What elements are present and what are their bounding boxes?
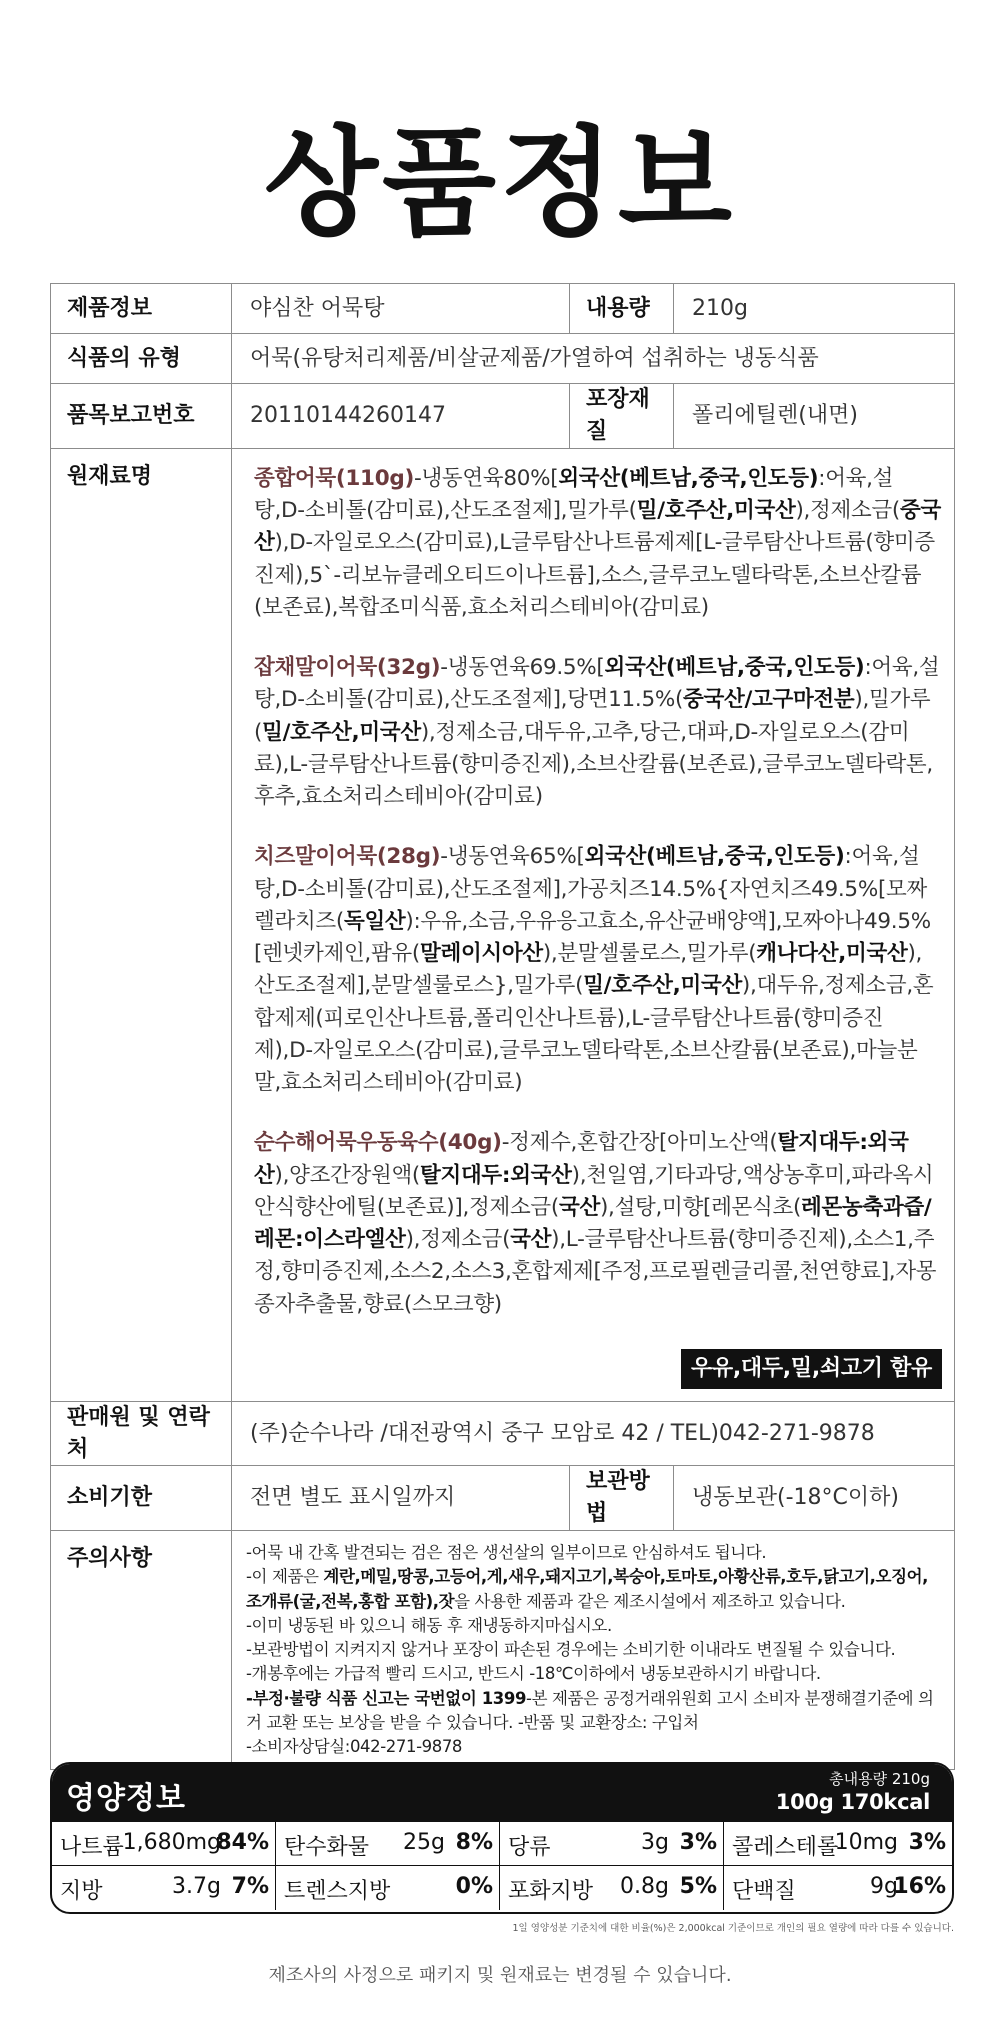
product-name-row — [51, 284, 955, 334]
storage-value: 냉동보관(-18°C이하) — [674, 1466, 955, 1531]
ingredient-origin: 밀/호주산,미국산 — [636, 498, 796, 524]
ingredient-origin: 중국산 — [254, 498, 941, 556]
ingredient-text: ),대두유,정제소금,혼합제제(피로인산나트륨,폴리인산나트륨),L-글루탐산나트륨(향미증진제),D-자일로오스(감미료),글루코노델타락톤,소브산칼륨(보존료),마늘분말,효소처리스테비아(감미료) — [254, 973, 934, 1096]
nutrient-value: 25g — [403, 1830, 445, 1855]
ingredients-cell — [232, 448, 955, 1401]
ingredient-text: -냉동연육80%[ — [414, 465, 559, 491]
nutrient-percent: 5% — [679, 1874, 717, 1899]
nutrient-value: 3g — [641, 1830, 669, 1855]
nutrient-percent: 8% — [455, 1830, 493, 1855]
nutrition-per-serving: 100g 170kcal — [775, 1790, 930, 1814]
nutrition-grid — [52, 1822, 952, 1910]
nutrient-value: 9g — [870, 1874, 898, 1899]
nutrient-name: 당류 — [508, 1835, 551, 1860]
storage-label: 보관방법 — [570, 1466, 674, 1531]
caution-row — [51, 1531, 955, 1770]
ingredient-origin: 캐나다산,미국산 — [756, 941, 908, 967]
ingredient-text: ):우유,소금,우유응고효소,유산균배양액],모짜아나49.5%[렌넷카제인,팜유( — [254, 908, 931, 967]
ingredient-origin: 외국산(베트남,중국,인도등) — [584, 844, 845, 870]
packaging-value: 폴리에틸렌(내면) — [674, 384, 955, 449]
ingredient-text: -냉동연육65%[ — [440, 844, 585, 870]
ingredient-origin: 외국산(베트남,중국,인도등) — [558, 465, 819, 491]
nutrient-percent: 0% — [455, 1874, 493, 1899]
ingredient-text: ),양조간장원액( — [274, 1162, 421, 1188]
caution-text: -본 제품은 공정거래위원회 고시 소비자 분쟁해결기준에 의거 교환 또는 보상을 받을 수 있습니다. -반품 및 교환장소: 구입처 — [246, 1688, 934, 1732]
nutrient-percent: 7% — [231, 1874, 269, 1899]
nutrient-name: 나트륨 — [60, 1835, 124, 1860]
nutrient-trans-fat — [276, 1866, 500, 1910]
ingredient-block-cheese-fishcake — [254, 841, 942, 1099]
ingredient-text: ),설탕,미향[레몬식초( — [599, 1194, 802, 1220]
ingredient-origin: 밀/호주산,미국산 — [583, 973, 742, 999]
food-type-row — [51, 334, 955, 384]
ingredient-text: :어육,설탕,D-소비톨(감미료),산도조절제],밀가루( — [254, 465, 894, 524]
ingredient-text: -냉동연육69.5%[ — [440, 655, 605, 681]
ingredient-head: 순수해어묵우동육수(40g) — [254, 1130, 502, 1156]
nutrient-fat — [52, 1866, 276, 1910]
caution-report-hotline: -부정·불량 식품 신고는 국번없이 1399 — [246, 1688, 527, 1708]
report-number-label: 품목보고번호 — [51, 384, 232, 449]
caution-cell — [232, 1531, 955, 1770]
allergen-badge: 우유,대두,밀,쇠고기 함유 — [681, 1349, 942, 1389]
ingredient-text: :어육,설탕,D-소비톨(감미료),산도조절제],가공치즈14.5%{자연치즈49.5%[모짜렐라치즈( — [254, 844, 927, 934]
nutrition-panel — [50, 1762, 954, 1914]
ingredient-block-japchae-fishcake — [254, 652, 942, 813]
food-type-label: 식품의 유형 — [51, 334, 232, 384]
ingredient-text: ),정제소금,대두유,고추,당근,대파,D-자일로오스(감미료),L-글루탐산나트륨(향미증진제),소브산칼륨(보존료),글루코노델타락톤,후추,효소처리스테비아(감미료) — [254, 719, 933, 810]
product-info-table — [50, 283, 955, 1770]
nutrient-name: 트렌스지방 — [284, 1879, 391, 1904]
ingredient-origin: 탈지대두:외국산 — [254, 1130, 909, 1188]
caution-line: -소비자상담실:042-271-9878 — [246, 1737, 463, 1757]
ingredient-text: ),밀가루( — [254, 687, 931, 745]
seller-label: 판매원 및 연락처 — [51, 1401, 232, 1466]
ingredient-head: 치즈말이어묵(28g) — [254, 844, 441, 870]
ingredient-text: ),D-자일로오스(감미료),L글루탐산나트륨제제[L-글루탐산나트륨(향미증진제),5`-리보뉴클레오티드이나트륨],소스,글루코노델타락톤,소브산칼륨(보존료),복합조미식품,효소처리스테비아(감미료) — [254, 530, 935, 620]
nutrient-name: 탄수화물 — [284, 1835, 370, 1860]
ingredient-origin: 레몬농축과즙/레몬:이스라엘산 — [254, 1194, 932, 1253]
caution-line: -보관방법이 지켜지지 않거나 포장이 파손된 경우에는 소비기한 이내라도 변질될 수 있습니다. — [246, 1640, 896, 1660]
expiry-label: 소비기한 — [51, 1466, 232, 1531]
caution-text: 을 사용한 제품과 같은 제조시설에서 제조하고 있습니다. — [454, 1591, 846, 1611]
nutrient-value: 3.7g — [172, 1874, 221, 1899]
ingredient-origin: 독일산 — [343, 908, 406, 934]
ingredient-origin: 외국산(베트남,중국,인도등) — [604, 655, 865, 681]
caution-label: 주의사항 — [51, 1531, 232, 1770]
nutrient-sodium — [52, 1822, 276, 1866]
nutrient-percent: 3% — [908, 1830, 946, 1855]
nutrient-cholesterol — [724, 1822, 952, 1866]
nutrient-percent: 84% — [216, 1830, 269, 1855]
ingredient-origin: 국산 — [510, 1227, 552, 1253]
ingredient-head: 종합어묵(110g) — [254, 465, 414, 491]
food-type-value: 어묵(유탕처리제품/비살균제품/가열하여 섭취하는 냉동식품 — [232, 334, 955, 384]
nutrition-header — [52, 1764, 952, 1822]
ingredient-text: ),산도조절제],분말셀룰로스},밀가루( — [254, 941, 923, 999]
nutrient-percent: 16% — [893, 1874, 946, 1899]
nutrient-protein — [724, 1866, 952, 1910]
caution-text: -이 제품은 — [246, 1567, 324, 1587]
seller-row — [51, 1401, 955, 1466]
nutrient-value: 1,680mg — [122, 1830, 221, 1855]
expiry-row — [51, 1466, 955, 1531]
product-name-label: 제품정보 — [51, 284, 232, 334]
nutrient-sugars — [500, 1822, 724, 1866]
ingredient-head: 잡채말이어묵(32g) — [254, 655, 441, 681]
nutrient-saturated-fat — [500, 1866, 724, 1910]
product-name-value: 야심찬 어묵탕 — [232, 284, 570, 334]
ingredient-origin: 국산 — [559, 1194, 600, 1220]
nutrient-name: 콜레스테롤 — [732, 1835, 839, 1860]
caution-allergy-list: 계란,메밀,땅콩,고등어,게,새우,돼지고기,복숭아,토마토,아황산류,호두,닭고기,오징어,조개류(굴,전복,홍합 포함),잣 — [246, 1567, 929, 1611]
expiry-value: 전면 별도 표시일까지 — [232, 1466, 570, 1531]
volume-label: 내용량 — [570, 284, 674, 334]
packaging-label: 포장재질 — [570, 384, 674, 449]
report-number-value: 20110144260147 — [232, 384, 570, 449]
ingredient-origin: 밀/호주산,미국산 — [262, 719, 421, 745]
nutrient-name: 단백질 — [732, 1879, 796, 1904]
nutrient-percent: 3% — [679, 1830, 717, 1855]
nutrition-title: 영양정보 — [66, 1781, 186, 1816]
ingredient-text: ),정제소금( — [795, 498, 901, 524]
footer-notice: 제조사의 사정으로 패키지 및 원재료는 변경될 수 있습니다. — [268, 1965, 732, 1986]
caution-line-report — [246, 1687, 940, 1736]
page-title: 상품정보 — [264, 114, 736, 252]
ingredient-text: ),정제소금( — [405, 1227, 511, 1253]
ingredient-text: -정제수,혼합간장[아미노산액( — [501, 1130, 778, 1156]
ingredient-origin: 중국산/고구마전분 — [683, 687, 855, 713]
ingredient-text: ),L-글루탐산나트륨(향미증진제),소스1,주정,향미증진제,소스2,소스3,혼합제제[주정,프로필렌글리콜,천연향료],자몽종자추출물,향료(스모크향) — [254, 1227, 937, 1317]
ingredient-origin: 탈지대두:외국산 — [420, 1162, 572, 1188]
ingredient-text: ),천일염,기타과당,액상농후미,파라옥시안식향산에틸(보존료)],정제소금( — [254, 1162, 934, 1220]
ingredient-text: :어육,설탕,D-소비톨(감미료),산도조절제],당면11.5%( — [254, 655, 940, 713]
ingredient-block-udon-broth — [254, 1127, 942, 1321]
ingredients-label: 원재료명 — [51, 448, 232, 1401]
nutrient-value: 0.8g — [620, 1874, 669, 1899]
ingredients-row — [51, 448, 955, 1401]
ingredient-block-mixed-fishcake — [254, 463, 942, 624]
nutrient-carbohydrate — [276, 1822, 500, 1866]
nutrient-name: 포화지방 — [508, 1879, 594, 1904]
seller-value: (주)순수나라 /대전광역시 중구 모암로 42 / TEL)042-271-9878 — [232, 1401, 955, 1466]
ingredient-text: ),분말셀룰로스,밀가루( — [542, 941, 757, 967]
report-number-row — [51, 384, 955, 449]
allergen-wrap — [254, 1349, 942, 1389]
ingredient-origin: 말레이시아산 — [420, 941, 543, 967]
caution-line: -개봉후에는 가급적 빨리 드시고, 반드시 -18℃이하에서 냉동보관하시기 바랍니다. — [246, 1664, 821, 1684]
caution-line: -이미 냉동된 바 있으니 해동 후 재냉동하지마십시오. — [246, 1615, 612, 1635]
caution-line-allergy — [246, 1565, 940, 1614]
nutrition-footnote: 1일 영양성분 기준치에 대한 비율(%)은 2,000kcal 기준이므로 개인의 필요 열량에 따라 다를 수 있습니다. — [512, 1923, 954, 1934]
nutrient-value: 10mg — [834, 1830, 898, 1855]
volume-value: 210g — [674, 284, 955, 334]
nutrition-total-volume: 총내용량 210g — [829, 1770, 930, 1788]
nutrient-name: 지방 — [60, 1879, 103, 1904]
caution-line: -어묵 내 간혹 발견되는 검은 점은 생선살의 일부이므로 안심하셔도 됩니다. — [246, 1543, 767, 1563]
